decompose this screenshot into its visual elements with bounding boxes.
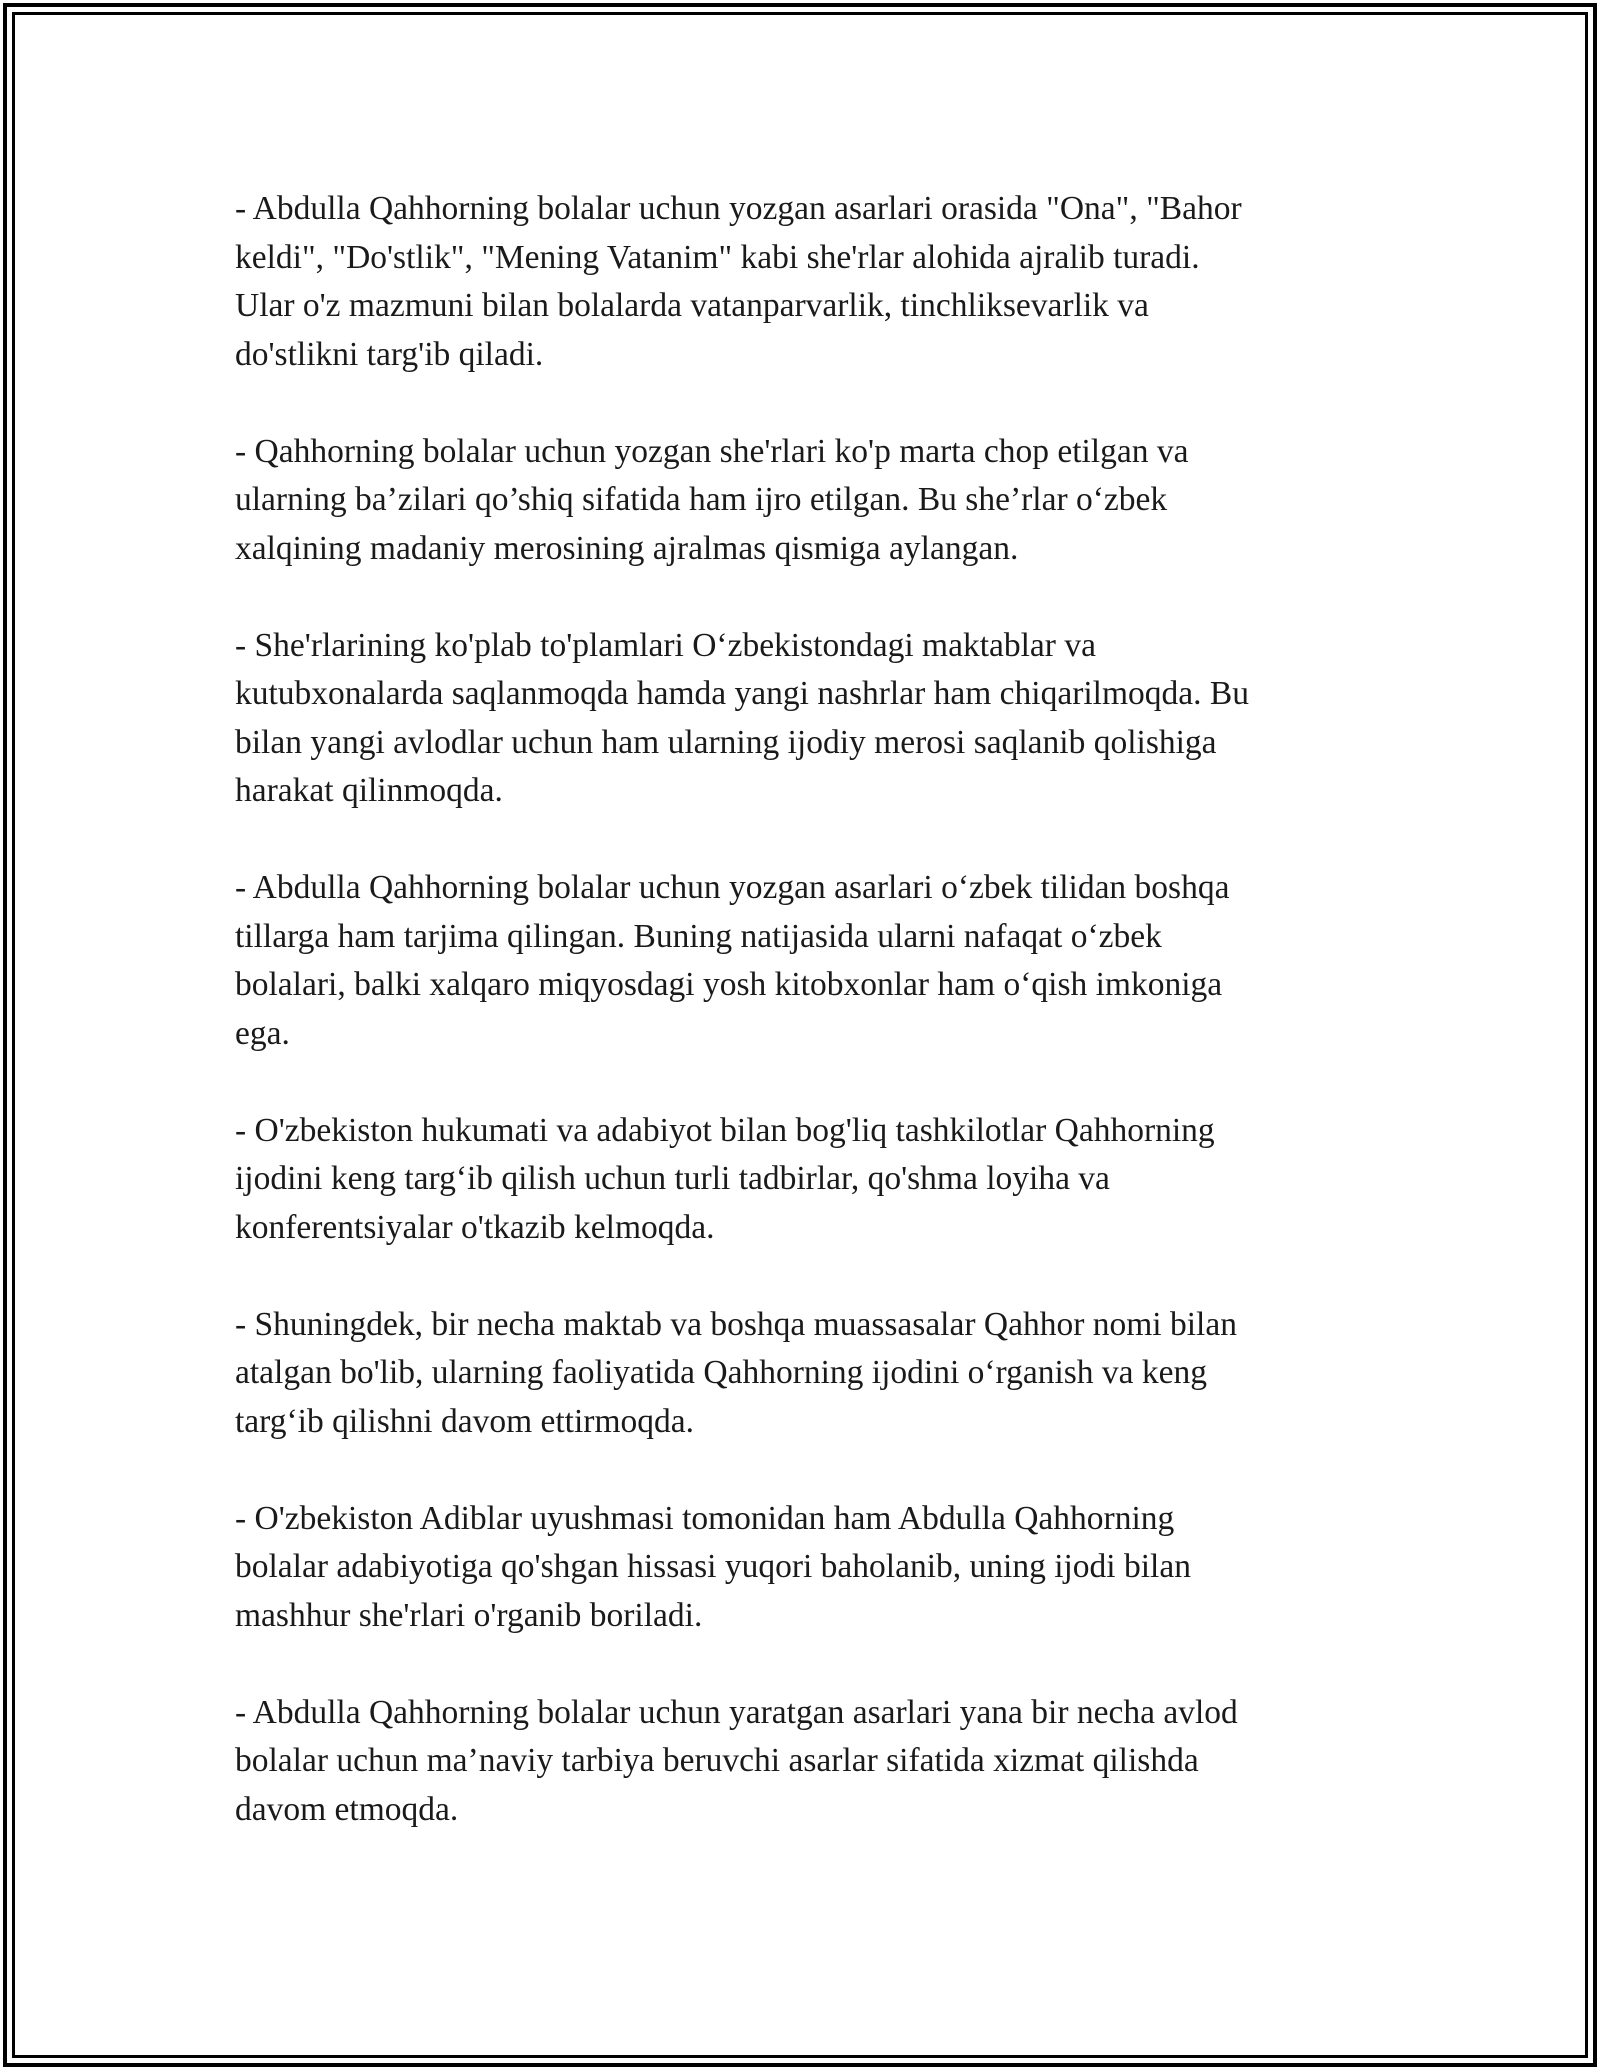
paragraph-5: - O'zbekiston hukumati va adabiyot bilan bog'liq tashkilotlar Qahhorning ijodini keng targ‘ib qilish uchun turli tadbirlar, qo'shma loyiha va konferentsiyalar o'tkazib kelmoqda. (235, 1111, 1215, 1246)
paragraph-1: - Abdulla Qahhorning bolalar uchun yozgan asarlari orasida "Ona", "Bahor keldi", "Do'stlik", "Mening Vatanim" kabi she'rlar alohida ajralib turadi. Ular o'z mazmuni bilan bolalarda vatanparvarlik, tinchliksevarlik va do'stlikni targ'ib qiladi. (235, 190, 1242, 373)
paragraph-6: - Shuningdek, bir necha maktab va boshqa muassasalar Qahhor nomi bilan atalgan bo'lib, ularning faoliyatida Qahhorning ijodini o‘rganish va keng targ‘ib qilishni davom ettirmoqda. (235, 1305, 1237, 1440)
paragraph-7: - O'zbekiston Adiblar uyushmasi tomonidan ham Abdulla Qahhorning bolalar adabiyotiga qo'shgan hissasi yuqori baholanib, uning ijodi bilan mashhur she'rlari o'rganib boriladi. (235, 1499, 1191, 1634)
document-body (235, 185, 1355, 1883)
paragraph-2: - Qahhorning bolalar uchun yozgan she'rlari ko'p marta chop etilgan va ularning ba’zilari qo’shiq sifatida ham ijro etilgan. Bu she’rlar o‘zbek xalqining madaniy merosining ajralmas qismiga aylangan. (235, 432, 1189, 567)
paragraph-4: - Abdulla Qahhorning bolalar uchun yozgan asarlari o‘zbek tilidan boshqa tillarga ham tarjima qilingan. Buning natijasida ularni nafaqat o‘zbek bolalari, balki xalqaro miqyosdagi yosh kitobxonlar ham o‘qish imkoniga ega. (235, 869, 1230, 1052)
paragraph-3: - She'rlarining ko'plab to'plamlari O‘zbekistondagi maktablar va kutubxonalarda saqlanmoqda hamda yangi nashrlar ham chiqarilmoqda. Bu bilan yangi avlodlar uchun ham ularning ijodiy merosi saqlanib qolishiga harakat qilinmoqda. (235, 626, 1250, 809)
paragraph-8: - Abdulla Qahhorning bolalar uchun yaratgan asarlari yana bir necha avlod bolalar uchun ma’naviy tarbiya beruvchi asarlar sifatida xizmat qilishda davom etmoqda. (235, 1693, 1238, 1828)
